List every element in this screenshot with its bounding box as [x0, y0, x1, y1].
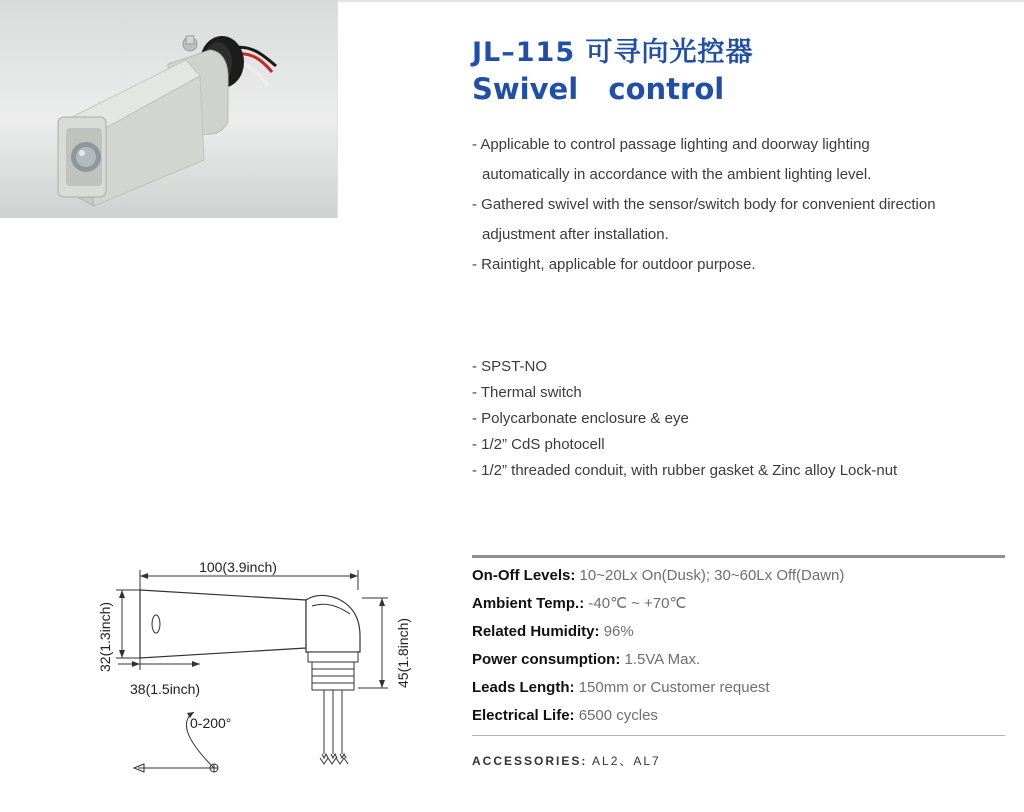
spec-row: [472, 702, 844, 730]
feature-item: - Polycarbonate enclosure & eye: [472, 410, 689, 427]
spec-row: [472, 646, 844, 674]
spec-row: [472, 562, 844, 590]
swivel-control-illustration: [0, 0, 338, 218]
spec-value: -40℃ ~ +70℃: [588, 595, 687, 612]
spec-label: Power consumption:: [472, 651, 621, 668]
spec-value: 96%: [603, 623, 634, 640]
spec-value: 150mm or Customer request: [578, 679, 770, 696]
product-model-title: JL–115 可寻向光控器: [472, 37, 754, 68]
spec-label: Leads Length:: [472, 679, 575, 696]
description-line: - Raintight, applicable for outdoor purpose.: [472, 256, 756, 273]
accessories-label: ACCESSORIES:: [472, 754, 588, 768]
dimension-drawing: [90, 548, 430, 788]
feature-item: - SPST-NO: [472, 358, 548, 375]
feature-item: - Thermal switch: [472, 384, 582, 401]
top-divider: [338, 0, 1024, 2]
left-height-dimension-label: 32(1.3inch): [97, 601, 113, 672]
right-height-dimension-label: 45(1.8inch): [395, 617, 411, 688]
spec-row: [472, 674, 844, 702]
description-list: [472, 130, 1012, 280]
spec-label: Related Humidity:: [472, 623, 600, 640]
feature-item: - 1/2” CdS photocell: [472, 436, 605, 453]
accessories-line: [472, 752, 661, 769]
spec-value: 6500 cycles: [578, 707, 658, 724]
product-photo: [0, 0, 338, 218]
feature-item: - 1/2” threaded conduit, with rubber gasket & Zinc alloy Lock-nut: [472, 462, 898, 479]
spec-value: 10~20Lx On(Dusk); 30~60Lx Off(Dawn): [579, 567, 845, 584]
width-dimension-label: 38(1.5inch): [130, 681, 201, 697]
description-line: adjustment after installation.: [482, 226, 669, 243]
product-name-title: Swivel control: [472, 72, 725, 106]
description-line: automatically in accordance with the ambient lighting level.: [482, 166, 872, 183]
spec-label: Ambient Temp.:: [472, 595, 585, 612]
accessories-value: AL2、AL7: [592, 754, 661, 768]
description-line: - Applicable to control passage lighting and doorway lighting: [472, 136, 870, 153]
accessories-divider: [472, 735, 1005, 736]
feature-list: [472, 354, 897, 484]
spec-value: 1.5VA Max.: [624, 651, 701, 668]
spec-row: [472, 590, 844, 618]
specs-top-divider: [472, 555, 1005, 558]
description-line: - Gathered swivel with the sensor/switch body for convenient direction: [472, 196, 936, 213]
spec-list: [472, 562, 844, 730]
spec-label: Electrical Life:: [472, 707, 575, 724]
length-dimension-label: 100(3.9inch): [199, 559, 277, 575]
rotation-angle-label: 0-200°: [190, 715, 232, 731]
spec-row: [472, 618, 844, 646]
spec-label: On-Off Levels:: [472, 567, 576, 584]
